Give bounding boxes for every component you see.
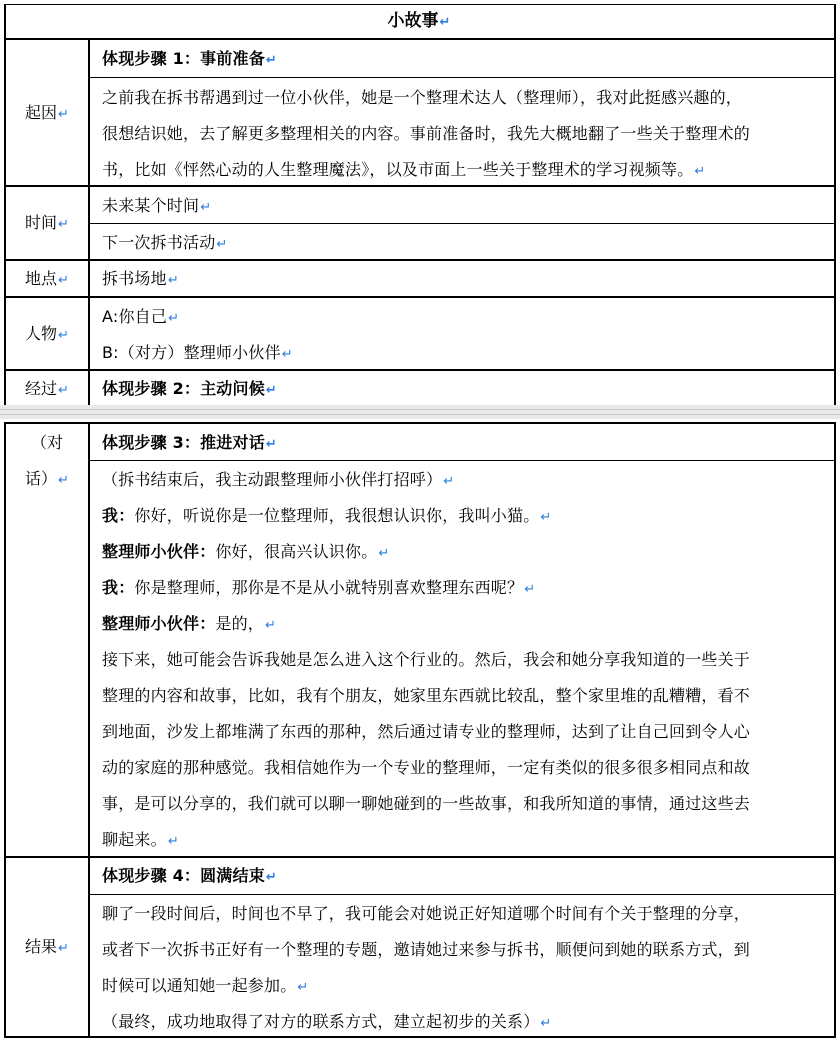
paragraph-mark-icon: ↵ (265, 437, 277, 452)
paragraph-mark-icon: ↵ (378, 546, 390, 561)
paragraph-mark-icon: ↵ (439, 15, 451, 30)
paragraph-line-1: 接下来，她可能会告诉我她是怎么进入这个行业的。然后，我会和她分享我知道的一些关于 (102, 650, 751, 669)
step-4-heading: 体现步骤 4：圆满结束↵ (102, 866, 277, 885)
result-closing: （最终，成功地取得了对方的联系方式，建立起初步的关系）↵ (102, 1012, 552, 1031)
row-label-dialogue-line-1: （对 (30, 433, 63, 452)
page-break (0, 405, 840, 419)
paragraph-mark-icon: ↵ (58, 328, 69, 343)
row-label-process: 经过↵ (25, 379, 69, 398)
dialogue-line-3: 我：你是整理师，那你是不是从小就特别喜欢整理东西呢？↵ (102, 578, 536, 597)
time-value-2: 下一次拆书活动↵ (102, 233, 228, 252)
table-title: 小故事 (387, 11, 439, 31)
paragraph-mark-icon: ↵ (58, 383, 69, 398)
dialogue-intro: （拆书结束后，我主动跟整理师小伙伴打招呼）↵ (102, 470, 455, 489)
paragraph-mark-icon: ↵ (58, 217, 69, 232)
paragraph-mark-icon: ↵ (167, 273, 179, 288)
paragraph-mark-icon: ↵ (58, 473, 69, 488)
column-divider (88, 422, 90, 1038)
row-label-place: 地点↵ (25, 269, 69, 288)
paragraph-mark-icon: ↵ (200, 200, 212, 215)
paragraph-mark-icon: ↵ (524, 582, 536, 597)
cause-line-1: 之前我在拆书帮遇到过一位小伙伴，她是一个整理术达人（整理师），我对此挺感兴趣的， (102, 88, 743, 107)
row-divider (4, 185, 836, 187)
row-divider (90, 77, 836, 78)
paragraph-mark-icon: ↵ (167, 834, 179, 849)
paragraph-mark-icon: ↵ (216, 237, 228, 252)
row-divider (90, 894, 836, 895)
cause-line-2: 很想结识她，去了解更多整理相关的内容。事前准备时，我先大概地翻了一些关于整理术的 (102, 124, 751, 143)
table-title-cell (4, 4, 834, 38)
paragraph-mark-icon: ↵ (265, 383, 277, 398)
step-3-heading: 体现步骤 3：推进对话↵ (102, 433, 277, 452)
paragraph-mark-icon: ↵ (265, 53, 277, 68)
paragraph-mark-icon: ↵ (694, 164, 706, 179)
table-bottom-border (4, 1036, 836, 1038)
dialogue-line-4: 整理师小伙伴：是的，↵ (102, 614, 277, 633)
table-top-border (4, 422, 836, 424)
column-divider (88, 38, 90, 407)
paragraph-mark-icon: ↵ (265, 618, 277, 633)
paragraph-mark-icon: ↵ (281, 347, 293, 362)
row-divider (90, 223, 836, 224)
row-label-people: 人物↵ (25, 324, 69, 343)
table-left-border (4, 422, 6, 1038)
time-value-1: 未来某个时间↵ (102, 196, 212, 215)
row-label-result: 结果↵ (25, 937, 69, 956)
table-right-border (834, 422, 836, 1038)
row-label-cause: 起因↵ (25, 103, 69, 122)
paragraph-mark-icon: ↵ (297, 980, 309, 995)
paragraph-line-6: 聊起来。↵ (102, 830, 179, 849)
table-left-border (4, 4, 6, 407)
row-divider (4, 296, 836, 298)
result-line-1: 聊了一段时间后，时间也不早了，我可能会对她说正好知道哪个时间有个关于整理的分享， (102, 904, 751, 923)
table-right-border (834, 4, 836, 407)
place-value: 拆书场地↵ (102, 269, 179, 288)
result-line-3: 时候可以通知她一起参加。↵ (102, 976, 309, 995)
row-divider (90, 460, 836, 461)
paragraph-mark-icon: ↵ (58, 941, 69, 956)
step-1-heading: 体现步骤 1：事前准备↵ (102, 49, 277, 68)
cause-line-3: 书，比如《怦然心动的人生整理魔法》，以及市面上一些关于整理术的学习视频等。↵ (102, 160, 706, 179)
paragraph-mark-icon: ↵ (540, 510, 552, 525)
paragraph-mark-icon: ↵ (58, 273, 69, 288)
paragraph-line-3: 到地面，沙发上都堆满了东西的那种，然后通过请专业的整理师，达到了让自己回到令人心 (102, 722, 751, 741)
paragraph-mark-icon: ↵ (58, 107, 69, 122)
row-label-time: 时间↵ (25, 213, 69, 232)
people-value-2: B:（对方）整理师小伙伴↵ (102, 343, 293, 362)
step-2-heading: 体现步骤 2：主动问候↵ (102, 379, 277, 398)
paragraph-mark-icon: ↵ (443, 474, 455, 489)
paragraph-mark-icon: ↵ (168, 311, 180, 326)
paragraph-line-4: 动的家庭的那种感觉。我相信她作为一个专业的整理师，一定有类似的很多很多相同点和故 (102, 758, 751, 777)
dialogue-line-1: 我：你好，听说你是一位整理师，我很想认识你，我叫小猫。↵ (102, 506, 552, 525)
result-line-2: 或者下一次拆书正好有一个整理的专题，邀请她过来参与拆书，顺便问到她的联系方式，到 (102, 940, 751, 959)
paragraph-mark-icon: ↵ (265, 870, 277, 885)
paragraph-line-2: 整理的内容和故事，比如，我有个朋友，她家里东西就比较乱，整个家里堆的乱糟糟，看不 (102, 686, 751, 705)
paragraph-line-5: 事，是可以分享的，我们就可以聊一聊她碰到的一些故事，和我所知道的事情，通过这些去 (102, 794, 751, 813)
paragraph-mark-icon: ↵ (540, 1016, 552, 1031)
row-label-dialogue-line-2: 话）↵ (25, 469, 69, 488)
dialogue-line-2: 整理师小伙伴：你好，很高兴认识你。↵ (102, 542, 390, 561)
people-value-1: A:你自己↵ (102, 307, 180, 326)
